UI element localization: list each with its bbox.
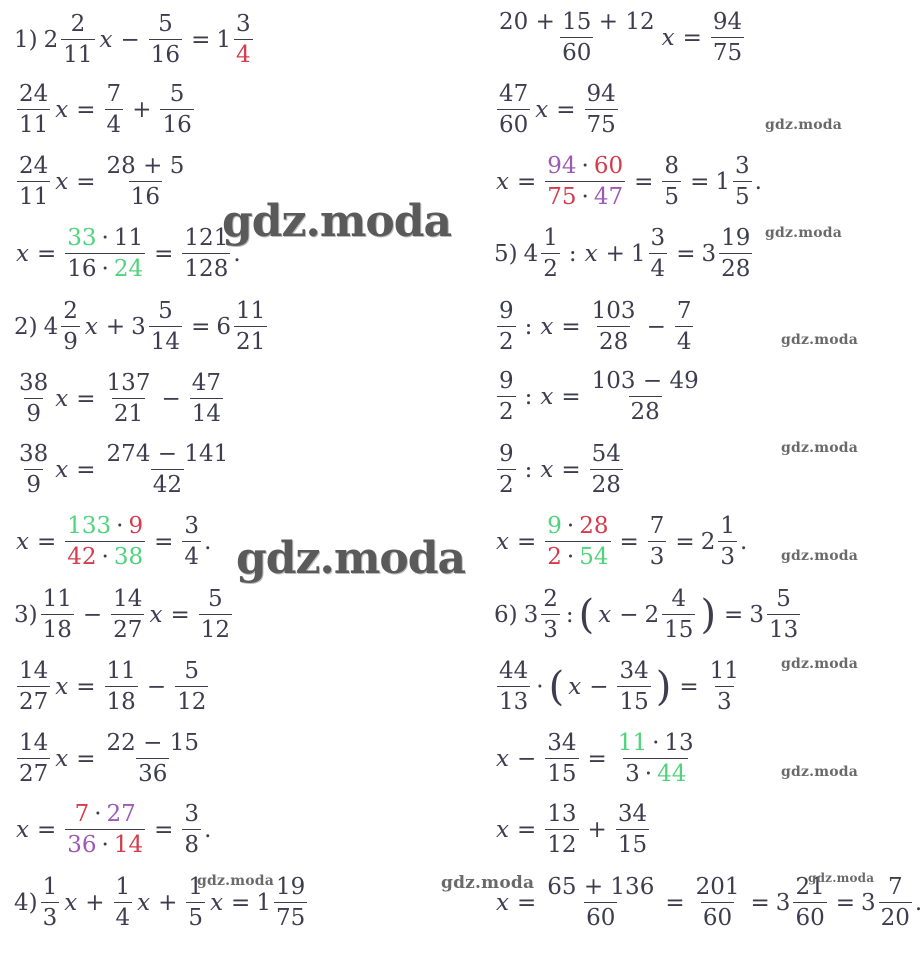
fraction: $\frac{19}{28}$ <box>721 225 751 282</box>
eq-5-line-1 <box>494 227 755 281</box>
eq-1-line-1 <box>14 13 256 67</box>
eq-2-line-4 <box>14 515 211 569</box>
fraction: $\frac{3}{8}$ <box>184 801 200 858</box>
equals-sign: = <box>835 889 855 916</box>
eq-1-line-3 <box>14 155 189 209</box>
variable-x: x <box>496 745 509 772</box>
right-paren: ) <box>655 664 672 710</box>
watermark-small: gdz.moda <box>808 871 875 885</box>
variable-x: x <box>16 528 29 555</box>
fraction: $\frac{3}{4}$ <box>650 225 666 282</box>
fraction: $\frac{47}{14}$ <box>191 370 222 427</box>
fraction: $\frac{44}{13}$ <box>499 658 529 715</box>
equals-sign: = <box>561 313 581 340</box>
plus-sign: + <box>605 240 625 267</box>
equals-sign: = <box>724 601 744 628</box>
fraction: $\frac{1}{3}$ <box>720 513 735 570</box>
problem-label: 3) <box>14 601 38 628</box>
equals-sign: = <box>231 889 251 916</box>
variable-x: x <box>55 673 69 700</box>
plus-sign: + <box>85 889 105 916</box>
equals-sign: = <box>76 456 96 483</box>
problem-label: 5) <box>494 240 518 267</box>
plus-sign: + <box>158 889 178 916</box>
eq-5-line-5 <box>494 515 747 569</box>
watermark-small: gdz.moda <box>765 225 843 241</box>
eq-3-line-1 <box>14 588 235 642</box>
fraction: $\frac{137}{21}$ <box>106 370 151 427</box>
variable-x: x <box>55 96 69 123</box>
fraction: $\frac{28 + 5}{16}$ <box>106 153 185 210</box>
plus-sign: + <box>105 313 126 340</box>
variable-x: x <box>496 528 509 555</box>
fraction: $\frac{274 - 141}{42}$ <box>106 441 229 498</box>
plus-sign: + <box>132 96 152 123</box>
fraction: $\frac{5}{16}$ <box>150 11 181 68</box>
fraction: 9 · 28 2 · 54 <box>547 513 609 570</box>
right-paren: ) <box>700 592 717 638</box>
colon-sign: : <box>568 240 577 267</box>
fraction: $\frac{47}{60}$ <box>499 81 529 138</box>
colon-sign: : <box>524 383 533 410</box>
fraction: $\frac{103 - 49}{28}$ <box>591 368 699 425</box>
fraction: $\frac{2}{3}$ <box>543 586 558 643</box>
equals-sign: = <box>682 24 702 51</box>
whole-part: 4 <box>523 240 539 267</box>
variable-x: x <box>55 385 69 412</box>
eq-3-line-2 <box>14 660 211 714</box>
fraction: $\frac{34}{15}$ <box>619 658 649 715</box>
fraction: $\frac{19}{75}$ <box>275 874 306 931</box>
period: . <box>204 816 212 843</box>
equals-sign: = <box>191 26 211 53</box>
variable-x: x <box>16 240 29 267</box>
minus-sign: − <box>619 601 639 628</box>
fraction: $\frac{121}{128}$ <box>184 225 229 282</box>
problem-label: 4) <box>14 889 38 916</box>
fraction: $\frac{14}{27}$ <box>113 586 143 643</box>
equals-sign: = <box>154 816 174 843</box>
fraction: $\frac{38}{9}$ <box>19 370 49 427</box>
whole-part: 3 <box>523 601 539 628</box>
whole-part: 4 <box>43 313 59 340</box>
equals-sign: = <box>154 528 174 555</box>
fraction: 133 · 9 42 · 38 <box>67 513 144 570</box>
colon-sign: : <box>565 601 574 628</box>
colon-sign: : <box>524 456 533 483</box>
fraction: $\frac{24}{11}$ <box>19 153 49 210</box>
variable-x: x <box>540 383 554 410</box>
period: . <box>754 168 762 195</box>
colon-sign: : <box>524 313 533 340</box>
left-paren: ( <box>548 664 565 710</box>
watermark-small: gdz.moda <box>781 332 859 348</box>
eq-3-line-4 <box>14 803 211 857</box>
fraction: $\frac{9}{2}$ <box>499 368 514 425</box>
equals-sign: = <box>36 240 57 267</box>
fraction: $\frac{2}{9}$ <box>63 298 78 355</box>
variable-x: x <box>99 26 113 53</box>
fraction: $\frac{13}{12}$ <box>547 801 577 858</box>
equals-sign: = <box>690 168 710 195</box>
eq-2-line-1 <box>14 300 270 354</box>
watermark-small: gdz.moda <box>781 656 859 672</box>
watermark-small: gdz.moda <box>781 548 859 564</box>
fraction: $\frac{20 + 15 + 12}{60}$ <box>499 9 655 66</box>
variable-x: x <box>64 889 78 916</box>
eq-1-line-4 <box>14 227 241 281</box>
fraction: $\frac{1}{2}$ <box>543 225 558 282</box>
watermark-small: gdz.moda <box>441 873 535 893</box>
equals-sign: = <box>36 528 57 555</box>
eq-1-line-2 <box>14 83 197 137</box>
eq-6-line-1 <box>494 588 803 642</box>
fraction: $\frac{21}{60}$ <box>795 874 825 931</box>
fraction: $\frac{11}{18}$ <box>106 658 136 715</box>
fraction: $\frac{5}{13}$ <box>768 586 799 643</box>
equals-sign: = <box>76 168 96 195</box>
variable-x: x <box>535 96 549 123</box>
variable-x: x <box>55 456 69 483</box>
equals-sign: = <box>561 456 581 483</box>
watermark-large: gdz.moda <box>222 196 452 247</box>
plus-sign: + <box>587 816 607 843</box>
fraction: $\frac{11}{18}$ <box>42 586 72 643</box>
fraction: 94 · 60 75 · 47 <box>547 153 624 210</box>
left-paren: ( <box>578 592 595 638</box>
fraction: $\frac{7}{4}$ <box>106 81 122 138</box>
fraction: $\frac{4}{15}$ <box>664 586 694 643</box>
variable-x: x <box>598 601 612 628</box>
fraction: $\frac{9}{2}$ <box>499 298 514 355</box>
period: . <box>914 889 922 916</box>
watermark-small: gdz.moda <box>781 440 859 456</box>
eq-5-line-3 <box>494 370 704 424</box>
variable-x: x <box>496 889 509 916</box>
equals-sign: = <box>679 673 699 700</box>
variable-x: x <box>496 816 509 843</box>
variable-x: x <box>137 889 151 916</box>
whole-part: 3 <box>749 601 764 628</box>
fraction: $\frac{94}{75}$ <box>712 9 743 66</box>
problem-label: 2) <box>14 313 38 340</box>
fraction: $\frac{11}{3}$ <box>709 658 739 715</box>
equals-sign: = <box>676 240 696 267</box>
whole-part: 3 <box>131 313 146 340</box>
whole-part: 2 <box>644 601 660 628</box>
eq-4-line-3 <box>494 83 621 137</box>
watermark-small: gdz.moda <box>197 873 275 889</box>
fraction: $\frac{1}{3}$ <box>42 874 58 931</box>
whole-part: 2 <box>700 528 716 555</box>
minus-sign: − <box>82 601 103 628</box>
equals-sign: = <box>170 601 190 628</box>
fraction: $\frac{8}{5}$ <box>664 153 680 210</box>
period: . <box>233 240 241 267</box>
fraction: $\frac{65 + 136}{60}$ <box>547 874 655 931</box>
minus-sign: − <box>146 673 167 700</box>
fraction: $\frac{3}{4}$ <box>236 11 251 68</box>
eq-5-line-2 <box>494 300 696 354</box>
eq-6-line-4 <box>494 803 652 857</box>
fraction: $\frac{22 - 15}{36}$ <box>106 730 199 787</box>
fraction: $\frac{11}{21}$ <box>236 298 266 355</box>
fraction: $\frac{201}{60}$ <box>695 874 740 931</box>
variable-x: x <box>661 24 675 51</box>
equals-sign: = <box>665 889 685 916</box>
minus-sign: − <box>161 385 181 412</box>
fraction: $\frac{2}{11}$ <box>63 11 93 68</box>
variable-x: x <box>16 816 29 843</box>
whole-part: 2 <box>43 26 59 53</box>
period: . <box>204 528 212 555</box>
fraction: 7 · 27 36 · 14 <box>67 801 144 858</box>
eq-4-line-4 <box>494 155 762 209</box>
fraction: $\frac{7}{20}$ <box>880 874 910 931</box>
minus-sign: − <box>589 673 609 700</box>
problem-label: 1) <box>14 26 38 53</box>
whole-part: 3 <box>701 240 717 267</box>
equals-sign: = <box>619 528 639 555</box>
equals-sign: = <box>76 673 96 700</box>
variable-x: x <box>584 240 598 267</box>
fraction: $\frac{1}{4}$ <box>115 874 131 931</box>
fraction: $\frac{3}{5}$ <box>734 153 750 210</box>
eq-3-line-3 <box>14 732 204 786</box>
equals-sign: = <box>516 816 537 843</box>
equals-sign: = <box>561 383 581 410</box>
variable-x: x <box>55 745 69 772</box>
fraction: $\frac{34}{15}$ <box>547 730 577 787</box>
fraction: $\frac{103}{28}$ <box>591 298 636 355</box>
fraction: 33 · 11 16 · 24 <box>67 225 144 282</box>
equals-sign: = <box>516 889 537 916</box>
minus-sign: − <box>516 745 537 772</box>
fraction: $\frac{54}{28}$ <box>591 441 621 498</box>
variable-x: x <box>496 168 509 195</box>
fraction: $\frac{38}{9}$ <box>19 441 49 498</box>
fraction: $\frac{24}{11}$ <box>19 81 49 138</box>
whole-part: 3 <box>775 889 791 916</box>
watermark-small: gdz.moda <box>781 764 859 780</box>
equals-sign: = <box>634 168 654 195</box>
whole-part: 1 <box>715 168 730 195</box>
problem-label: 6) <box>494 601 518 628</box>
fraction: $\frac{1}{5}$ <box>188 874 204 931</box>
fraction: 11 · 13 3 · 44 <box>617 730 694 787</box>
equals-sign: = <box>76 96 96 123</box>
equals-sign: = <box>516 528 537 555</box>
minus-sign: − <box>646 313 666 340</box>
variable-x: x <box>540 313 554 340</box>
period: . <box>739 528 748 555</box>
watermark-small: gdz.moda <box>765 117 843 133</box>
eq-2-line-2 <box>14 372 226 426</box>
fraction: $\frac{14}{27}$ <box>19 730 49 787</box>
equals-sign: = <box>76 745 96 772</box>
equals-sign: = <box>36 816 57 843</box>
fraction: $\frac{5}{12}$ <box>177 658 207 715</box>
variable-x: x <box>210 889 224 916</box>
minus-sign: − <box>120 26 140 53</box>
whole-part: 1 <box>216 26 231 53</box>
fraction: $\frac{3}{4}$ <box>184 513 200 570</box>
equals-sign: = <box>76 385 96 412</box>
equals-sign: = <box>516 168 537 195</box>
whole-part: 3 <box>861 889 876 916</box>
equals-sign: = <box>154 240 174 267</box>
fraction: $\frac{5}{14}$ <box>150 298 181 355</box>
variable-x: x <box>568 673 582 700</box>
whole-part: 1 <box>256 889 271 916</box>
equals-sign: = <box>750 889 770 916</box>
variable-x: x <box>55 168 69 195</box>
variable-x: x <box>84 313 98 340</box>
watermark-large: gdz.moda <box>236 533 466 584</box>
fraction: $\frac{34}{15}$ <box>617 801 648 858</box>
fraction: $\frac{7}{3}$ <box>649 513 665 570</box>
fraction: $\frac{14}{27}$ <box>19 658 49 715</box>
whole-part: 1 <box>630 240 646 267</box>
eq-2-line-3 <box>14 443 233 497</box>
eq-6-line-3 <box>494 732 699 786</box>
equals-sign: = <box>587 745 607 772</box>
fraction: $\frac{5}{16}$ <box>162 81 192 138</box>
eq-5-line-4 <box>494 443 626 497</box>
equals-sign: = <box>191 313 211 340</box>
eq-6-line-2 <box>494 660 744 714</box>
fraction: $\frac{5}{12}$ <box>200 586 230 643</box>
whole-part: 6 <box>216 313 231 340</box>
equals-sign: = <box>675 528 695 555</box>
dot-sign: · <box>536 673 544 700</box>
fraction: $\frac{7}{4}$ <box>676 298 692 355</box>
eq-4-line-2 <box>494 11 747 65</box>
variable-x: x <box>149 601 163 628</box>
fraction: $\frac{94}{75}$ <box>586 81 616 138</box>
equals-sign: = <box>556 96 576 123</box>
fraction: $\frac{9}{2}$ <box>499 441 514 498</box>
variable-x: x <box>540 456 554 483</box>
